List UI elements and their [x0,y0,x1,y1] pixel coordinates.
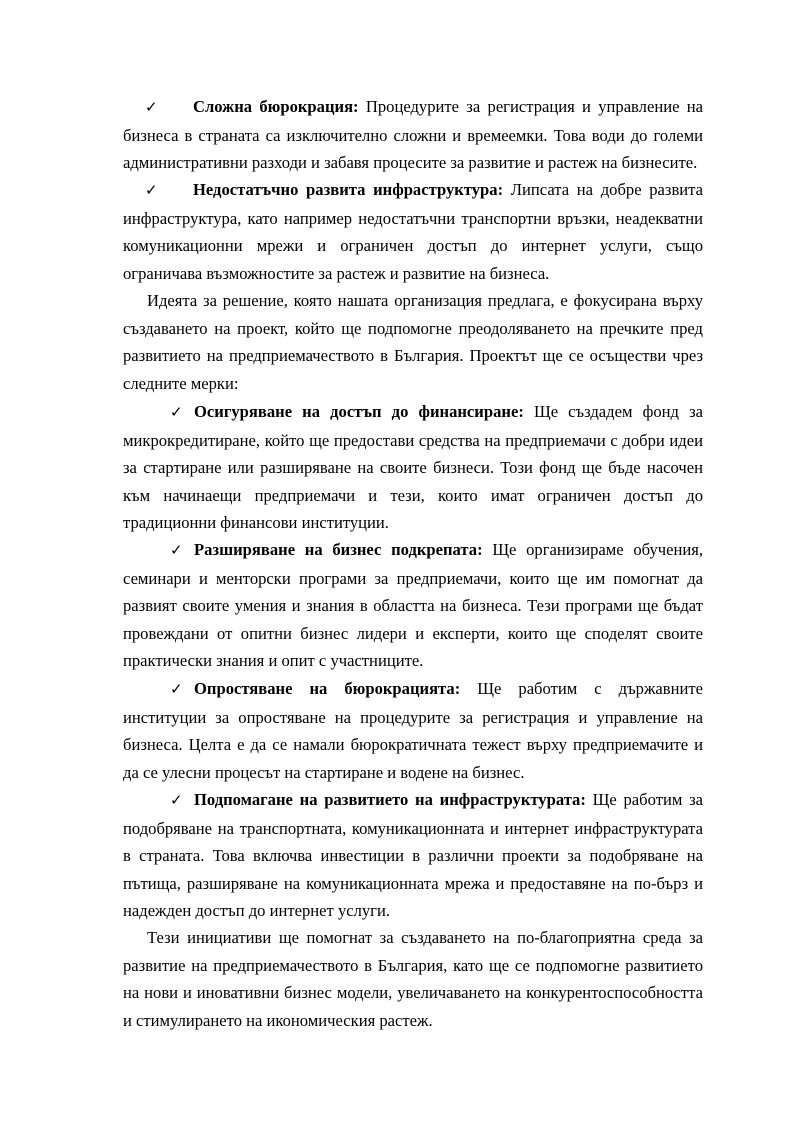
paragraph-text: Идеята за решение, която нашата организация предлага, е фокусирана върху създаването на проект, който ще подпомогне преодоляването на пречките пред развитието на предприемачеството в България. Проектът ще се осъществи чрез следните мерки: [123,291,703,393]
paragraph-text: Процедурите за регистрация и управление на бизнеса в страната са изключително сложни и времеемки. Това води до големи административни разходи и забавя процесите за развитие и растеж на бизнесите. [123,97,703,173]
paragraph-title: Опростяване на бюрокрацията: [194,679,461,698]
paragraph-conclusion [123,924,703,1034]
paragraph-title: Осигуряване на достъп до финансиране: [194,402,524,421]
checkmark-icon: ✓ [170,403,183,421]
paragraph-infrastructure-support [123,786,703,925]
checkmark-icon: ✓ [170,791,183,809]
checkmark-icon: ✓ [145,181,158,199]
paragraph-text: Ще организираме обучения, семинари и менторски програми за предприемачи, които ще им помогнат да развият своите умения и знания в областта на бизнеса. Тези програми ще бъдат провеждани от опитни бизнес лидери и експерти, които ще споделят своите практически знания и опит с участниците. [123,540,703,671]
paragraph-title: Подпомагане на развитието на инфраструктурата: [194,790,586,809]
paragraph-simplify-bureaucracy [123,675,703,786]
paragraph-business-support [123,536,703,675]
paragraph-bureaucracy [123,93,703,177]
paragraph-title: Сложна бюрокрация: [193,97,359,116]
checkmark-icon: ✓ [170,541,183,559]
paragraph-title: Разширяване на бизнес подкрепата: [194,540,483,559]
paragraph-infrastructure [123,176,703,287]
checkmark-icon: ✓ [170,680,183,698]
paragraph-text: Тези инициативи ще помогнат за създаването на по-благоприятна среда за развитие на предприемачеството в България, като ще се подпомогне развитието на нови и иновативни бизнес модели, увеличаването на конкурентоспособността и стимулирането на икономическия растеж. [123,928,703,1030]
paragraph-text: Ще работим с държавните институции за опростяване на процедурите за регистрация и управление на бизнеса. Целта е да се намали бюрократичната тежест върху предприемачите и да се улесни процесът на стартиране и водене на бизнес. [123,679,703,782]
paragraph-text: Ще работим за подобряване на транспортната, комуникационната и интернет инфраструктурата в страната. Това включва инвестиции в различни проекти за подобряване на пътища, разширяване на комуникационната мрежа и предоставяне на по-бърз и надежден достъп до интернет услуги. [123,790,703,921]
paragraph-title: Недостатъчно развита инфраструктура: [193,180,504,199]
paragraph-text: Липсата на добре развита инфраструктура, като например недостатъчни транспортни връзки, неадекватни комуникационни мрежи и ограничен достъп до интернет услуги, също ограничава възможностите за растеж и развитие на бизнеса. [123,180,703,283]
paragraph-solution-intro [123,287,703,397]
paragraph-financing [123,398,703,537]
paragraph-text: Ще създадем фонд за микрокредитиране, който ще предостави средства на предприемачи с добри идеи за стартиране или разширяване на своите бизнеси. Този фонд ще бъде насочен към начинаещи предприемачи и тези, които имат ограничен достъп до традиционни финансови институции. [123,402,703,533]
checkmark-icon: ✓ [145,98,158,116]
